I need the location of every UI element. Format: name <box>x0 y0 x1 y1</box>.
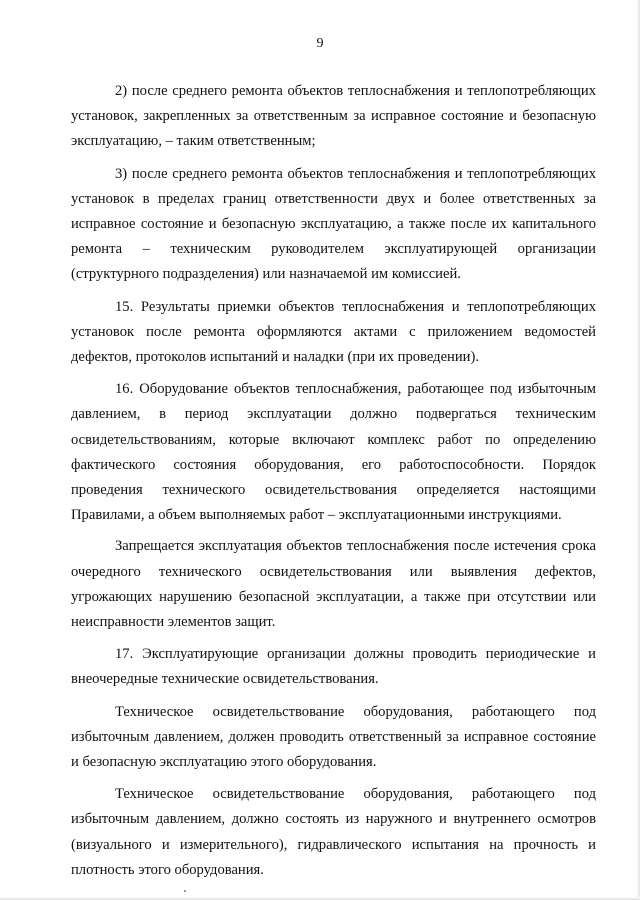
paragraph-clause-17: 17. Эксплуатирующие организации должны проводить периодические и внеочередные технические освидетельствования. <box>71 646 596 688</box>
paragraph-clause-16: 16. Оборудование объектов теплоснабжения, работающее под избыточным давлением, в период эксплуатации должно подвергаться техническим освидетельствованиям, которые включают комплекс работ по определению фактического состояния оборудования, его работоспособности. Порядок проведения технического освидетельствования определяется настоящими Правилами, а объем выполняемых работ – эксплуатационными инструкциями. <box>71 381 596 524</box>
paragraph-operation-prohibition: Запрещается эксплуатация объектов теплоснабжения после истечения срока очередного технического освидетельствования или выявления дефектов, угрожающих нарушению безопасной эксплуатации, а также при отсутствии или неисправности элементов защит. <box>71 538 596 631</box>
paragraph-clause-15: 15. Результаты приемки объектов теплоснабжения и теплопотребляющих установок после ремонта оформляются актами с приложением ведомостей дефектов, протоколов испытаний и наладки (при их проведении). <box>71 298 596 366</box>
paragraph-inspection-responsible: Техническое освидетельствование оборудования, работающего под избыточным давлением, должен проводить ответственный за исправное состояние и безопасную эксплуатацию этого оборудования. <box>71 703 596 771</box>
paragraph-inspection-scope: Техническое освидетельствование оборудования, работающего под избыточным давлением, должно состоять из наружного и внутреннего осмотров (визуального и измерительного), гидравлического испытания на прочность и плотность этого оборудования. <box>71 786 596 878</box>
paragraph-item-2: 2) после среднего ремонта объектов теплоснабжения и теплопотребляющих установок, закрепленных за ответственным за исправное состояние и безопасную эксплуатацию, – таким ответственным; <box>71 83 596 150</box>
scan-edge-right <box>636 0 640 900</box>
paragraph-item-3: 3) после среднего ремонта объектов теплоснабжения и теплопотребляющих установок в пределах границ ответственности двух и более ответственных за исправное состояние и безопасную эксплуатацию, а также после их капитального ремонта – техническим руководителем эксплуатирующей организации (структурного подразделения) или назначаемой им комиссией. <box>71 165 596 283</box>
scan-speck <box>184 890 186 892</box>
page-number: 9 <box>316 36 324 51</box>
document-body <box>71 79 596 890</box>
